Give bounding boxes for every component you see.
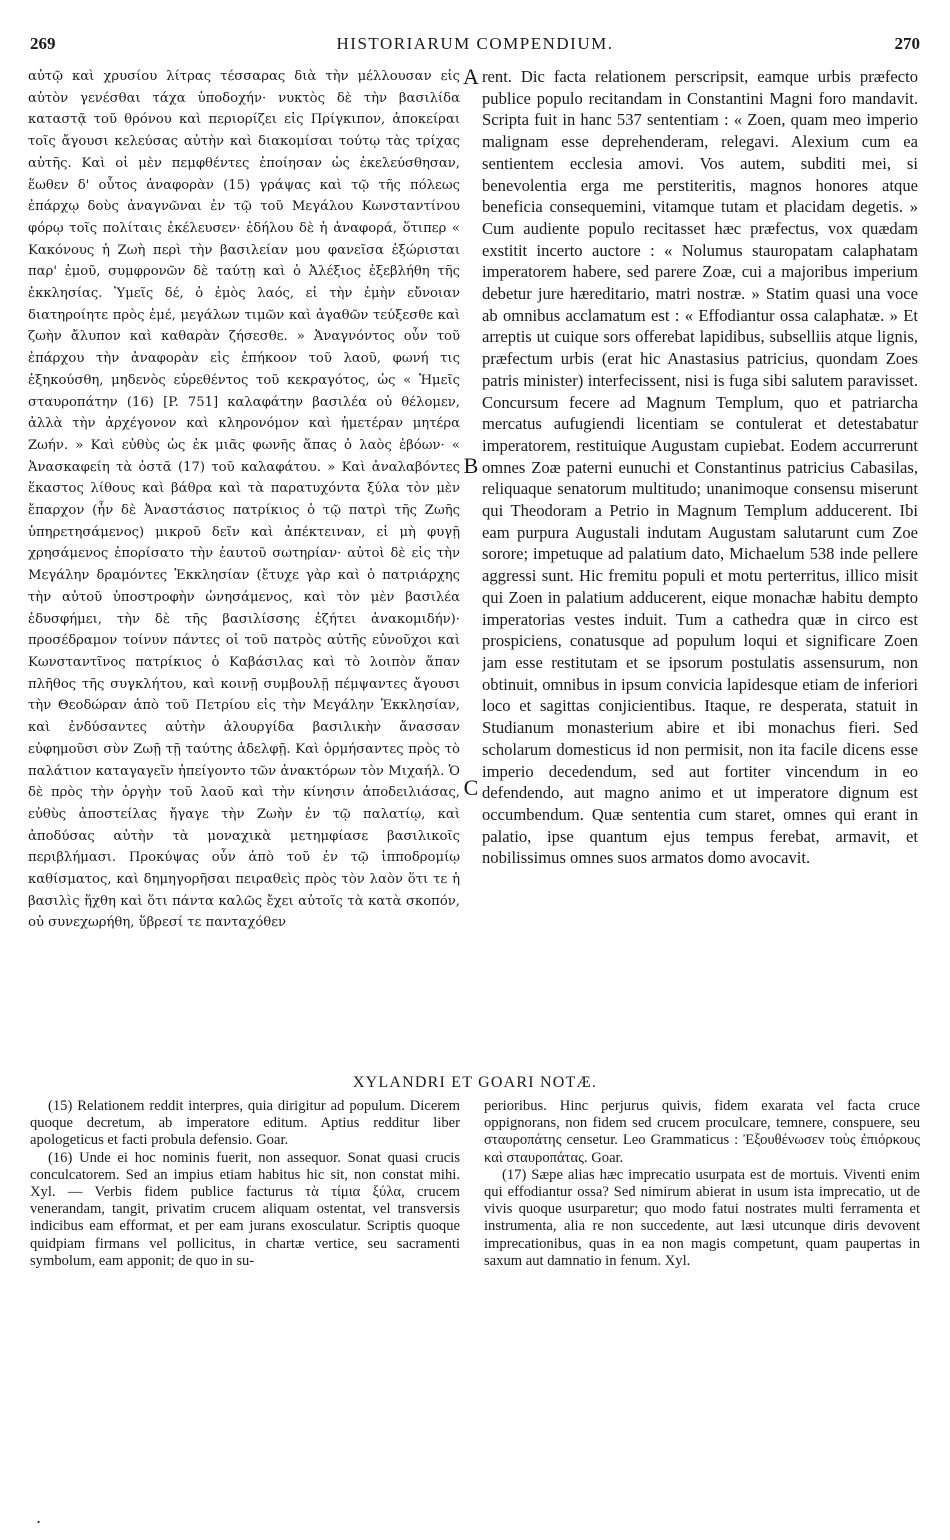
running-head	[30, 34, 920, 60]
notes-heading: XYLANDRI ET GOARI NOTÆ.	[352, 1074, 598, 1091]
margin-letter-c: C	[463, 775, 479, 800]
margin-letter-b: B	[463, 453, 479, 478]
margin-letter-a: A	[463, 64, 479, 89]
greek-text-column	[28, 66, 460, 1074]
greek-paragraph: αὐτῷ καὶ χρυσίου λίτρας τέσσαρας διὰ τὴν μέλλουσαν εἰς αὐτὸν γενέσθαι τάχα ὑποδοχήν· νυκτὸς δὲ τὴν βασιλίδα καταστᾷ τοῦ θρόνου καὶ περιορίζει εἰς Πρίγκιπον, ἀποκείραι τοῖς ἄγουσι κελεύσας αὐτὴν καὶ διακομίσαι τούτῳ τὰς τρίχας αὐτῆς. Καὶ οἱ μὲν πεμφθέντες ἐποίησαν ὡς ἐκελεύσθησαν, ἕωθεν δ' οὗτος ἀναφορὰν (15) γράψας καὶ τῷ τῆς πόλεως ἐπάρχῳ δοὺς ἀναγνῶναι ἐν τῷ τοῦ Μεγάλου Κωνσταντίνου φόρῳ τοῖς πολίταις ἐκέλευσεν· ἐδήλου δὲ ἡ ἀναφορά, ὅτιπερ « Κακόνους ἡ Ζωὴ περὶ τὴν βασιλείαν μου φανεῖσα ἐξώρισται παρ' ἐμοῦ, συμφρονῶν δὲ ταύτῃ καὶ ὁ Ἀλέξιος ἐξεβλήθη τῆς ἐκκλησίας. Ὑμεῖς δέ, ὁ ἐμὸς λαός, εἰ τὴν ἐμὴν εὔνοιαν διατηρoίητε πρὸς ἐμέ, μεγάλων τιμῶν καὶ ἀγαθῶν τεύξεσθε καὶ ζωὴν ἄλυπον καὶ καθαρὰν ζήσεσθε. » Ἀναγνόντος οὖν τοῦ ἐπάρχου τὴν ἀναφορὰν εἰς ἐπήκοον τοῦ λαοῦ, φωνή τις ἐξηκούσθη, μηδενὸς εὑρεθέντος τοῦ κεκραγότος, ὡς « Ἡμεῖς σταυροπάτην (16) [P. 751] καλαφάτην βασιλέα οὐ θέλομεν, ἀλλὰ τὴν ἀρχέγονον καὶ κληρονόμον καὶ ἡμετέραν μητέρα Ζωήν. » Καὶ εὐθὺς ὡς ἐκ μιᾶς φωνῆς ἅπας ὁ λαὸς ἐβόων· « Ἀνασκαφείη τὰ ὀστᾶ (17) τοῦ καλαφάτου. » Καὶ ἀναλαβόντες ἕκαστος λίθους καὶ βάθρα καὶ τὰ παρατυχόντα ξύλα τὸν μὲν ἔπαρχον (ἦν δὲ Ἀναστάσιος πατρίκιος ὁ τῷ πατρὶ τῆς Ζωῆς ὑπηρετησάμενος) μικροῦ δεῖν καὶ ἀπέκτειναν, εἰ μὴ φυγῇ χρησάμενος ἐπορίσατο τὴν ἑαυτοῦ σωτηρίαν· αὐτοὶ δὲ εἰς τὴν Μεγάλην δραμόντες Ἐκκλησίαν (ἔτυχε γὰρ καὶ ὁ πατριάρχης τὴν αὐτοῦ ὑποστροφὴν ὠνησάμενος, καὶ τὸν μὲν βασιλέα ἐδυσφήμει, τὴν δὲ τῆς βασιλίσσης ἐζήτει ἀνακομιδήν)· προσέδραμον τοίνυν πάντες οἱ τοῦ πατρὸς αὐτῆς εὐνοῦχοι καὶ Κωνσταντῖνος πατρίκιος ὁ Καβάσιλας καὶ τὸ λοιπὸν ἅπαν πλῆθος τῆς συγκλήτου, καὶ κοινῇ συμβουλῇ πέμψαντες ἄγουσι τὴν Θεοδώραν ἀπὸ τοῦ Πετρίου εἰς τὴν Μεγάλην Ἐκκλησίαν, καὶ ἐνδύσαντες αὐτὴν ἁλουργίδα βασιλικὴν ἄνασσαν εὐφημοῦσι σὺν Ζωῇ τῇ ταύτης ἀδελφῇ. Καὶ ὁρμήσαντες πρὸς τὸ παλάτιον καταγαγεῖν ἠπείγοντο τῶν ἀνακτόρων τὸν Μιχαήλ. Ὁ δὲ πρὸς τὴν ὀργὴν τοῦ λαοῦ καὶ τὴν κίνησιν ἀποδειλιάσας, εὐθὺς ἀποστείλας ἤγαγε τὴν Ζωὴν ἐν τῷ παλατίῳ, καὶ ἀποδύσας αὐτὴν τὰ μοναχικὰ μετημφίασε βασιλικοῖς περιβλήμασι. Προκύψας οὖν ἀπὸ τοῦ ἐν τῷ ἱπποδρομίῳ καθίσματος, καὶ δημηγορῆσαι πειραθεὶς πρὸς τὸν λαὸν ὅτι τε ἡ βασιλὶς ἥχθη καὶ ὅτι πάντα καλῶς ἔχει αὐτοῖς τὰ κατὰ σκοπόν, οὐ συνεχωρήθη, ὕβρεσί τε πανταχόθεν	[28, 69, 460, 931]
page-number-left: 269	[30, 34, 56, 53]
page-mark: .	[36, 1508, 42, 1527]
note-17: (17) Sæpe alias hæc imprecatio usurpata est de mortuis. Viventi enim qui effodiantur ossa? Sed nimirum abierat in usum ista imprecatio, ut de vivis quoque usurparetur; quo modo fatui nostrates multi ferramenta et instrumenta, alia re non succedente, aut læsi utcunque diris devovent imprecationibus, quas in ea non magis competunt, quam paupertas in saxum aut damnatio in fenum. Xyl.	[484, 1166, 920, 1269]
notes-left-column	[30, 1098, 460, 1478]
note-16-continued: perioribus. Hinc perjurus quivis, fidem exarata vel facta cruce oppignorans, non fidem sed crucem proculcare, temnere, conspuere, seu σταυροπάτης censetur. Leo Grammaticus : Ἐξουθένωσεν τοὺς ἐπιόρκους καὶ σταυροπάτας. Goar.	[484, 1098, 920, 1166]
note-15: (15) Relationem reddit interpres, quia dirigitur ad populum. Dicerem quoque decretum, ab imperatore editum. Aptius redditur liber apologeticus et facti probula defensio. Goar.	[30, 1098, 460, 1149]
latin-paragraph: rent. Dic facta relationem perscripsit, eamque urbis præfecto publice populo recitandam in Constantini Magni foro mandavit. Scripta fuit in hanc 537 sententiam : « Zoen, quam meo imperio malignam esse deprehenderam, relegavi. Alexium cum ea sentientem ecclesia amovi. Vos autem, subditi mei, si benevolentia erga me perstiteritis, magnos honores atque beneficia consequemini, vitamque tutam et placidam degetis. » Cum audiente populo recitasset hæc præfectus, vox quædam exstitit incerto auctore : « Nolumus stauropatam calaphatam imperatorem habere, sed parere Zoæ, cui a majoribus imperium debetur jure hæreditario, matri nostræ. » Statim quasi una voce ab omnibus acclamatum est : « Effodiantur ossa calaphatæ. » Et arreptis ut cuique sors offerebat lapidibus, subselliis atque lignis, præfectum urbis (erat hic Anastasius patricius, quondam Zoes patris minister) interfecissent, nisi is fuga sibi salutem paravisset. Concursum fecere ad Magnum Templum, quo et patriarcha mercatus aufugiendi licentiam se contulerat et detestabatur imperatorem, restituique Augustam cupiebat. Eodem accurrerunt omnes Zoæ paterni eunuchi et Constantinus patricius Cabasilas, reliquaque senatorum multitudo; unanimoque consensu miserunt qui Theodoram a Petrio in Magnum Templum adducerent. Ibi eam purpura Augustali indutam Augustam salutarunt cum Zoe sorore; impetuque ad palatium dato, Michaelum 538 inde pellere aggressi sunt. Hic fremitu populi et motu perterritus, illico misit qui Zoen in palatium adducerent, eique monachæ habitu dempto imperatorias vestes induit. Tum a cathedra quæ in circo est prospiciens, conatusque ad populum loqui et significare Zoen jam esse restitutam et se ipsorum postulatis assensurum, non obtinuit, omnibus in ipsum convicia lapidesque etiam de inferiori loco et sagittas conjicientibus. Itaque, re desperata, statuit in Studianum monasterium abire et ibi monachus fieri. Sed scholarum domesticus id non permisit, non ita facile dicens esse imperio decedendum, sed aut fortiter vincendum in eo defendendo, aut magno animo et ut imperatore dignum est occumbendum. Quæ sententia cum staret, omnes qui erant in palatio, ipse quantum ejus tempus ferebat, armavit, et nobilissimus omnes suos armatos domo avocavit.	[482, 67, 918, 868]
notes-right-column	[484, 1098, 920, 1478]
note-16: (16) Unde ei hoc nominis fuerit, non assequor. Sonat quasi crucis conculcatorem. Sed an impius etiam habitus hic sit, non constat mihi. Xyl. — Verbis fidem publice facturus τὰ τίμια ξύλα, crucem venerandam, tangit, privatim crucem aliquam ostentat, vel transversis indicibus eam efformat, et per eam jurans exosculatur. Scriptis quoque quidpiam firmans vel pollicitus, in chartæ vertice, seu sacramenti symbolum, eam apponit; de quo in su-	[30, 1149, 460, 1269]
latin-text-column	[482, 66, 918, 1074]
page-title: HISTORIARUM COMPENDIUM.	[336, 34, 614, 53]
page-number-right: 270	[894, 34, 920, 53]
